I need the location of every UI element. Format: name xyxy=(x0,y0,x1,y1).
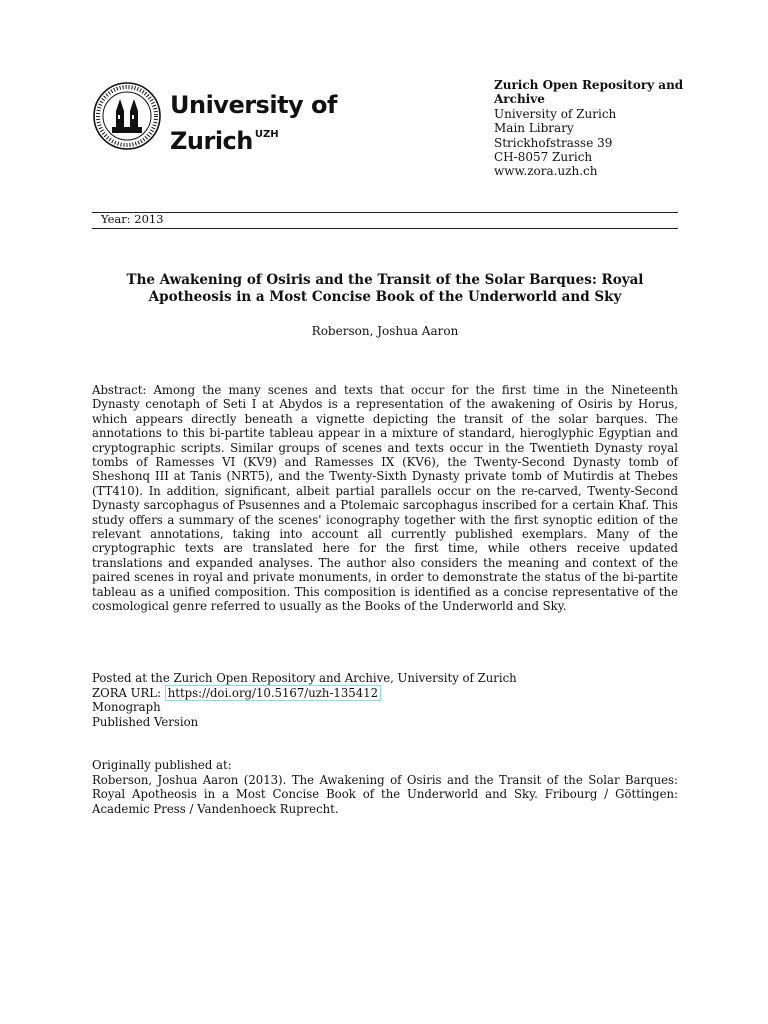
logo-zurich: Zurich xyxy=(170,127,253,155)
posted-block xyxy=(92,671,678,729)
zora-url-link[interactable]: https://doi.org/10.5167/uzh-135412 xyxy=(165,685,381,701)
zora-url-label: ZORA URL: xyxy=(92,685,165,700)
paper-author: Roberson, Joshua Aaron xyxy=(311,324,459,338)
repository-library: Main Library xyxy=(494,121,574,136)
repository-title: Zurich Open Repository and Archive xyxy=(494,78,684,107)
repository-city: CH-8057 Zurich xyxy=(494,150,593,165)
originally-published-citation: Roberson, Joshua Aaron (2013). The Awakening of Osiris and the Transit of the Solar Barques: Royal Apotheosis in a Most Concise Book of the Underworld and Sky. Fribourg / Göttingen: Academic Press / Vandenhoeck Ruprecht. xyxy=(92,772,678,816)
publication-version: Published Version xyxy=(92,714,199,729)
paper-abstract: Abstract: Among the many scenes and texts that occur for the first time in the Nineteenth Dynasty cenotaph of Seti I at Abydos is a representation of the awakening of Osiris by Horus, which appears directly beneath a vignette depicting the transit of the solar barques. The annotations to this bi-partite tableau appear in a mixture of standard, hieroglyphic Egyptian and cryptographic scripts. Similar groups of scenes and texts occur in the Twentieth Dynasty royal tombs of Ramesses VI (KV9) and Ramesses IX (KV6), the Twenty-Second Dynasty tomb of Sheshonq III at Tanis (NRT5), and the Twenty-Sixth Dynasty private tomb of Mutirdis at Thebes (TT410). In addition, significant, albeit partial parallels occur on the re-carved, Twenty-Second Dynasty sarcophagus of Psusennes and a Ptolemaic sarcophagus inscribed for a certain Khaf. This study offers a summary of the scenes' iconography together with the first synoptic edition of the relevant annotations, taking into account all currently published exemplars. Many of the cryptographic texts are translated here for the first time, while others receive updated translations and expanded analyses. The author also considers the meaning and context of the paired scenes in royal and private monuments, in order to demonstrate the status of the bi-partite tableau as a unified composition. This composition is identified as a concise representative of the cosmological genre referred to usually as the Books of the Underworld and Sky. xyxy=(92,383,678,614)
paper-title-line-2: Apotheosis in a Most Concise Book of the Underworld and Sky xyxy=(148,289,622,305)
university-seal-icon xyxy=(92,81,162,151)
logo-wordmark xyxy=(170,90,337,156)
repository-website: www.zora.uzh.ch xyxy=(494,164,598,179)
logo-line-1: University of xyxy=(170,91,337,119)
zora-url-line xyxy=(92,686,678,701)
publication-type: Monograph xyxy=(92,700,161,715)
repository-address xyxy=(494,78,714,179)
year-label: Year: 2013 xyxy=(101,212,164,226)
repository-institution: University of Zurich xyxy=(494,106,617,121)
originally-published-block xyxy=(92,758,678,816)
year-rule-bottom xyxy=(92,228,678,229)
logo-line-2 xyxy=(170,120,337,156)
repository-street: Strickhofstrasse 39 xyxy=(494,135,613,150)
paper-title-line-1: The Awakening of Osiris and the Transit of the Solar Barques: Royal xyxy=(126,272,644,288)
year-rule-top xyxy=(92,212,678,213)
paper-title xyxy=(92,272,678,306)
posted-line: Posted at the Zurich Open Repository and Archive, University of Zurich xyxy=(92,671,517,685)
originally-published-label: Originally published at: xyxy=(92,758,232,772)
logo-uzh-superscript: UZH xyxy=(254,129,279,140)
university-logo xyxy=(92,80,337,155)
